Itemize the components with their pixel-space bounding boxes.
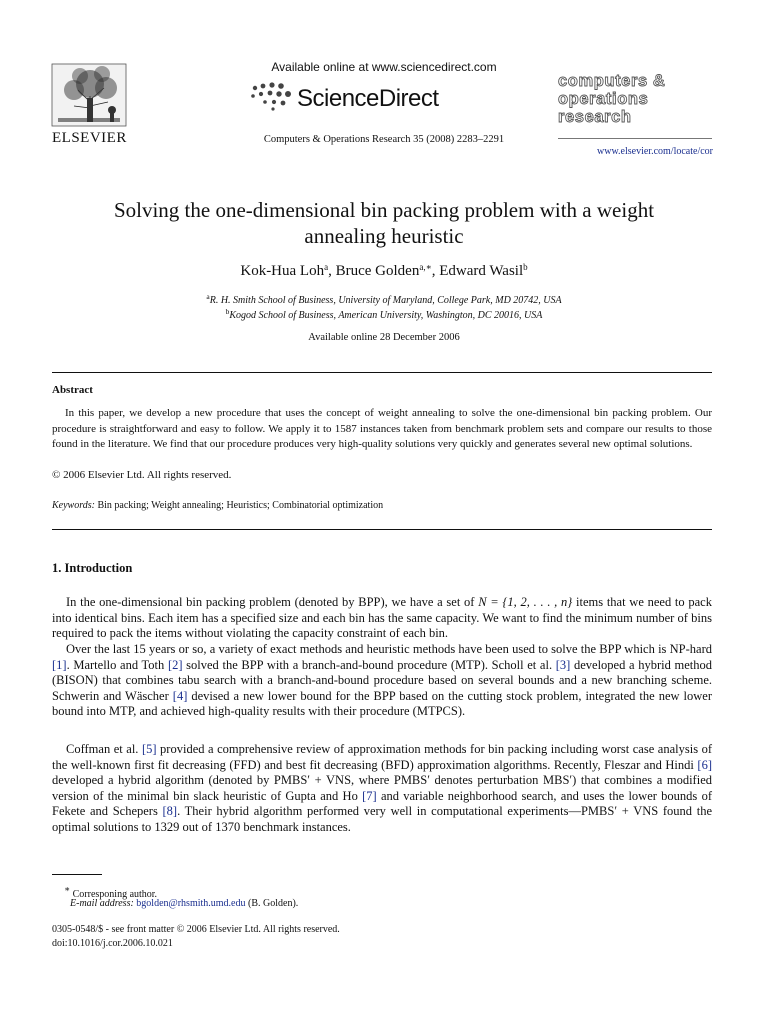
citation-link[interactable]: [3] — [555, 657, 571, 672]
affiliation-mark: a — [206, 292, 210, 301]
abstract-body: In this paper, we develop a new procedure that uses the concept of weight annealing to solve the one-dimensional bin packing problem. Our procedure is straightforward and easy to follow. We apply it to 1587 instances taken from benchmark problem sets and compare our results to those found in the literature. We find that our procedure produces very high-quality solutions very quickly and generates several new optimal solutions. — [52, 407, 712, 450]
citation-link[interactable]: [4] — [172, 688, 188, 703]
author-name: Bruce Golden — [335, 263, 420, 279]
footnote-mark: ∗ — [64, 884, 71, 894]
text-run: provided a comprehensive review of approximation methods for bin packing including worst case analysis of the well-known first fit decreasing (FFD) and best fit decreasing (BFD) approximation algorithms. Recently, Fleszar and Hindi — [52, 742, 713, 772]
section-heading: 1. Introduction — [52, 561, 133, 575]
available-date: Available online 28 December 2006 — [308, 332, 460, 343]
journal-url-link[interactable]: www.elsevier.com/locate/cor — [597, 146, 713, 157]
affiliation-text: Kogod School of Business, American University, Washington, DC 20016, USA — [229, 310, 543, 321]
publisher-name: ELSEVIER — [52, 130, 127, 146]
doi: doi:10.1016/j.cor.2006.10.021 — [52, 938, 173, 949]
keywords-label: Keywords: — [52, 500, 95, 511]
journal-logo — [558, 72, 728, 126]
citation-link[interactable]: [5] — [141, 742, 157, 756]
sciencedirect-dots-icon — [245, 80, 295, 114]
text-run: Over the last 15 years or so, a variety of exact methods and heuristic methods have been used to solve the BPP which is NP-hard — [66, 642, 712, 656]
abstract-heading: Abstract — [52, 384, 93, 396]
footnote-email — [70, 898, 298, 909]
journal-logo-divider — [558, 138, 712, 139]
abstract-copyright: © 2006 Elsevier Ltd. All rights reserved. — [52, 469, 232, 481]
text-run: . Their hybrid algorithm performed very well in computational experiments—PMBS′ + VNS found the optimal solutions to 1329 out of 1370 benchmark instances. — [52, 804, 712, 834]
paragraph — [52, 595, 712, 642]
text-run: developed a hybrid algorithm (denoted by PMBS′ + VNS, where PMBS′ denotes perturbation MBS′) that combines a modified version of the minimal bin slack heuristic of Gupta and Ho — [52, 773, 712, 803]
text-run: items that we need to pack into identical bins. Each item has a specified size and each bin has the same capacity. We want to find the minimum number of bins required to pack the items without violating the capacity constraint of each bin. — [52, 595, 712, 641]
journal-logo-line: computers & — [558, 72, 666, 90]
author-affil-mark: b — [523, 262, 528, 272]
title-line: annealing heuristic — [304, 224, 464, 248]
text-run: solved the BPP with a branch-and-bound procedure (MTP). Scholl et al. — [182, 657, 556, 672]
author-name: Kok-Hua Loh — [240, 263, 325, 279]
text-run: devised a new lower bound for the BPP based on the cutting stock problem, integrated the new lower bound into MTP, and achieved high-quality results with their procedure (MTPCS). — [52, 688, 712, 719]
front-matter: 0305-0548/$ - see front matter © 2006 Elsevier Ltd. All rights reserved. — [52, 924, 340, 935]
available-online-text: Available online at www.sciencedirect.com — [271, 60, 497, 74]
footnote-text: Corresponing author. — [70, 889, 158, 900]
citation-link[interactable]: [7] — [362, 788, 377, 803]
paragraph — [52, 742, 712, 836]
abstract-bottom-rule — [52, 529, 712, 530]
abstract-top-rule — [52, 372, 712, 373]
math-expression: N = {1, 2, . . . , n} — [478, 595, 573, 609]
text-run: and variable neighborhood search, and uses the lower bounds of Fekete and Schepers — [52, 788, 712, 819]
footnote-rule — [52, 874, 102, 875]
citation-link[interactable]: [8] — [162, 804, 178, 819]
title-line: Solving the one-dimensional bin packing problem with a weight — [113, 198, 655, 222]
email-label: E-mail address: — [70, 898, 134, 909]
text-run: developed a hybrid method (BISON) that combines tabu search with a branch-and-bound procedure based on several bounds and a new branching scheme. Schwerin and Wäscher — [52, 657, 712, 703]
text-run: In the one-dimensional bin packing problem (denoted by BPP), we have a set of — [66, 595, 479, 609]
affiliation — [0, 292, 768, 306]
citation-link[interactable]: [6] — [697, 757, 712, 772]
paragraph — [52, 642, 712, 720]
journal-logo-line: operations — [558, 90, 649, 108]
article-title — [40, 197, 728, 249]
email-owner: (B. Golden). — [245, 898, 299, 909]
author-name: Edward Wasil — [439, 263, 524, 279]
author-list: Kok-Hua Loh$^a$, Bruce Golden$^{a,∗}$, Edward Wasil$^b$ — [240, 262, 528, 279]
email-link[interactable]: bgolden@rhsmith.umd.edu — [136, 898, 246, 909]
keywords-list: Bin packing; Weight annealing; Heuristics; Combinatorial optimization — [97, 500, 384, 511]
affiliation-text: R. H. Smith School of Business, University of Maryland, College Park, MD 20742, USA — [209, 295, 562, 306]
author-affil-mark: a,∗ — [419, 262, 432, 272]
author-affil-mark: a — [324, 262, 329, 272]
keywords — [52, 500, 383, 511]
affiliation-mark: b — [225, 307, 230, 316]
journal-logo-line: research — [558, 108, 632, 126]
citation-link[interactable]: [1] — [52, 657, 67, 672]
sciencedirect-wordmark: ScienceDirect — [297, 85, 439, 112]
sciencedirect-logo — [245, 80, 485, 114]
affiliation — [0, 307, 768, 321]
text-run: . Martello and Toth — [66, 657, 168, 672]
citation-link[interactable]: [2] — [167, 657, 183, 672]
journal-reference: Computers & Operations Research 35 (2008) 2283–2291 — [263, 134, 505, 145]
text-run: Coffman et al. — [66, 742, 142, 756]
